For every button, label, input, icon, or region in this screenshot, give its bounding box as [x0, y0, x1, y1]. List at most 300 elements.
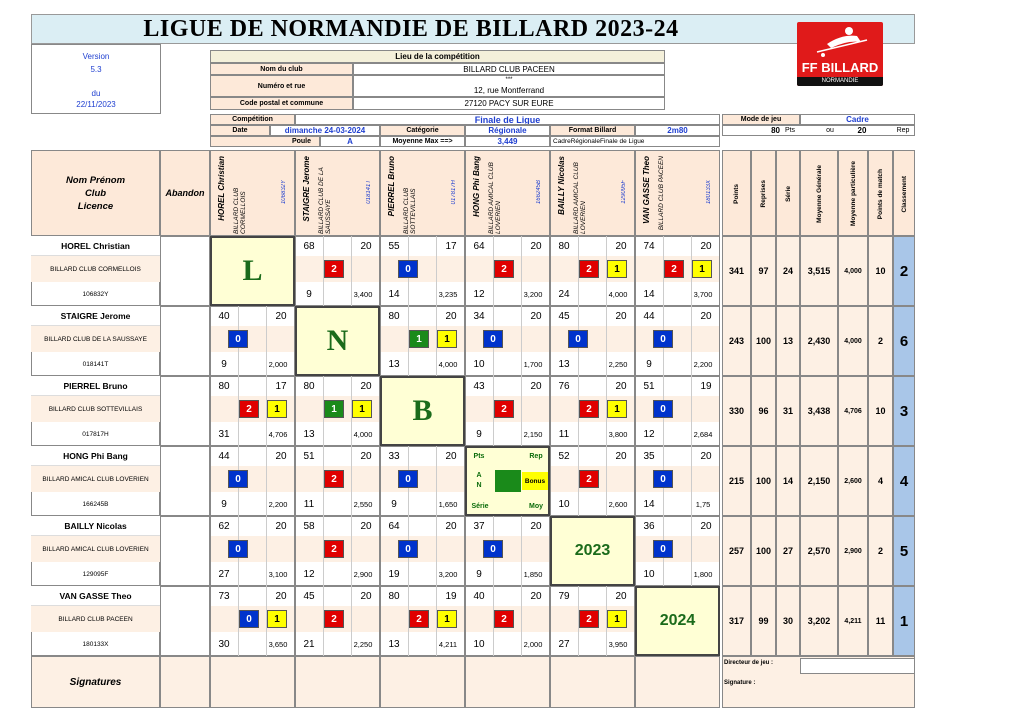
match-moyenne: 2,550	[353, 499, 373, 509]
match-moyenne: 3,950	[608, 639, 628, 649]
match-serie: 9	[221, 498, 227, 510]
match-points: 74	[643, 240, 655, 252]
match-serie: 13	[388, 638, 400, 650]
match-points: 35	[643, 450, 655, 462]
match-moyenne: 1,650	[438, 499, 458, 509]
match-points: 45	[303, 590, 315, 602]
match-badge-red: 2	[664, 260, 684, 278]
cp-value: 27120 PACY SUR EURE	[353, 97, 665, 110]
match-reprises: 17	[445, 240, 457, 252]
opponent-licence	[362, 180, 376, 230]
match-reprises: 19	[445, 590, 457, 602]
match-badge-blu: 0	[228, 330, 248, 348]
match-badge-blu: 0	[398, 540, 418, 558]
opponent-club	[487, 156, 513, 234]
match-serie: 10	[643, 568, 655, 580]
match-badge-yel: 1	[437, 330, 457, 348]
match-badge-blu: 0	[653, 330, 673, 348]
match-serie: 9	[221, 358, 227, 370]
match-serie: 12	[643, 428, 655, 440]
reprises-value: 99	[751, 586, 776, 656]
match-mid-band	[636, 466, 719, 492]
match-badge-yel: 1	[607, 400, 627, 418]
pts-match-value: 10	[868, 376, 893, 446]
match-badge-blu: 0	[228, 470, 248, 488]
match-grid-v2	[351, 236, 352, 306]
match-moyenne: 2,150	[523, 429, 543, 439]
match-grid-v2	[606, 446, 607, 516]
match-points: 36	[643, 520, 655, 532]
match-serie: 30	[218, 638, 230, 650]
moy-gen-value: 2,150	[800, 446, 838, 516]
poule-label: Poule	[210, 136, 320, 147]
player-licence: 018141T	[82, 360, 109, 368]
match-badge-red: 2	[579, 260, 599, 278]
match-serie: 11	[558, 428, 570, 440]
version-number: 5.3	[90, 64, 102, 74]
pts-match-value: 2	[868, 516, 893, 586]
date-label: Date	[210, 125, 270, 136]
match-serie: 24	[558, 288, 570, 300]
cp-label: Code postal et commune	[210, 97, 353, 110]
match-points: 40	[473, 590, 485, 602]
legend-a: A	[476, 471, 482, 479]
opponent-club-text: BILLARD AMICAL CLUB LOVERIEN	[488, 162, 502, 234]
match-serie: 27	[558, 638, 570, 650]
player-name: HOREL Christian	[31, 236, 160, 256]
match-mid-band	[211, 466, 294, 492]
match-serie: 10	[558, 498, 570, 510]
serie-header-label	[776, 156, 800, 232]
player-header-line: Club	[84, 187, 107, 199]
signatures-label: Signatures	[31, 656, 160, 708]
opponent-licence-text: 129095F	[621, 180, 627, 204]
match-reprises: 20	[445, 450, 457, 462]
format-value: 2m80	[635, 125, 720, 136]
pts-match-value: 2	[868, 306, 893, 376]
opponent-club	[317, 156, 343, 234]
opponent-club-text: BILLARD CLUB SOTTEVILLAIS	[403, 187, 417, 234]
moy-part-value: 4,000	[838, 306, 868, 376]
match-moyenne: 4,706	[268, 429, 288, 439]
abandon-cell	[160, 236, 210, 306]
billard-player-icon	[797, 22, 883, 62]
player-name: HONG Phi Bang	[31, 446, 160, 466]
competition-label: Compétition	[210, 114, 295, 125]
legend-n: N	[476, 481, 482, 489]
opponent-name-text: HOREL Christian	[216, 156, 226, 221]
opponent-club-text: BILLARD AMICAL CLUB LOVERIEN	[573, 162, 587, 234]
match-points: 80	[558, 240, 570, 252]
points-value: 330	[722, 376, 751, 446]
match-badge-red: 2	[579, 400, 599, 418]
player-club: BILLARD CLUB DE LA SAUSSAYE	[31, 326, 160, 352]
match-serie: 11	[303, 498, 315, 510]
match-grid-v2	[521, 586, 522, 656]
match-moyenne: 3,100	[268, 569, 288, 579]
match-points: 64	[388, 520, 400, 532]
match-moyenne: 1,75	[695, 499, 711, 509]
player-header-line: Licence	[77, 200, 114, 212]
match-points: 79	[558, 590, 570, 602]
match-badge-yel: 1	[267, 400, 287, 418]
opponent-licence-text: 166245B	[536, 180, 542, 205]
match-moyenne: 3,700	[693, 289, 713, 299]
player-licence: 017817H	[82, 430, 109, 438]
poule-value: A	[320, 136, 380, 147]
player-licence: 129095F	[82, 570, 109, 578]
match-badge-red: 2	[239, 400, 259, 418]
match-badge-blu: 0	[239, 610, 259, 628]
player-licence: 166245B	[82, 500, 109, 508]
points-value: 341	[722, 236, 751, 306]
moy-part-value: 4,706	[838, 376, 868, 446]
abandon-cell	[160, 446, 210, 516]
player-header	[31, 150, 160, 236]
match-badge-grn: 1	[409, 330, 429, 348]
match-moyenne: 2,900	[353, 569, 373, 579]
serie-value: 14	[776, 446, 800, 516]
match-moyenne: 2,000	[523, 639, 543, 649]
match-moyenne: 4,211	[438, 639, 458, 649]
match-grid-v2	[521, 236, 522, 306]
match-reprises: 20	[615, 240, 627, 252]
match-reprises: 20	[360, 520, 372, 532]
version-label: Version	[82, 51, 110, 61]
match-mid-band	[636, 396, 719, 422]
rue-value: 12, rue Montferrand	[473, 86, 545, 95]
match-points: 44	[218, 450, 230, 462]
match-badge-yel: 1	[437, 610, 457, 628]
match-badge-blu: 0	[483, 330, 503, 348]
match-serie: 9	[391, 498, 397, 510]
moy-label: Moyenne Max ==>	[380, 136, 465, 147]
match-points: 52	[558, 450, 570, 462]
mode-pts-cell	[722, 125, 915, 136]
classement-header-text: Classement	[900, 175, 908, 213]
match-reprises: 20	[275, 590, 287, 602]
match-points: 40	[218, 310, 230, 322]
match-serie: 13	[388, 358, 400, 370]
legend-moy: Moy	[529, 502, 543, 510]
match-mid-band	[211, 536, 294, 562]
player-name: VAN GASSE Theo	[31, 586, 160, 606]
pts-match-header-text: Points de match	[877, 168, 884, 220]
match-points: 51	[643, 380, 655, 392]
player-header-line: Nom Prénom	[65, 174, 126, 186]
player-licence: 180133X	[82, 640, 109, 648]
match-reprises: 20	[530, 310, 542, 322]
opponent-licence-text: 017817H	[451, 180, 457, 205]
signature-abandon	[160, 656, 210, 708]
cat-label: Catégorie	[380, 125, 465, 136]
match-moyenne: 3,235	[438, 289, 458, 299]
match-points: 80	[388, 310, 400, 322]
moy-gen-value: 2,570	[800, 516, 838, 586]
match-moyenne: 3,800	[608, 429, 628, 439]
competition-value: Finale de Ligue	[295, 114, 720, 125]
moy-value: 3,449	[465, 136, 550, 147]
moy-gen-value: 3,202	[800, 586, 838, 656]
pts-match-value: 10	[868, 236, 893, 306]
match-reprises: 20	[445, 520, 457, 532]
moy-gen-value: 2,430	[800, 306, 838, 376]
match-grid-v2	[521, 516, 522, 586]
match-moyenne: 2,600	[608, 499, 628, 509]
match-reprises: 20	[275, 450, 287, 462]
moy-part-value: 4,211	[838, 586, 868, 656]
match-serie: 13	[303, 428, 315, 440]
match-reprises: 20	[530, 590, 542, 602]
match-mid-band	[551, 326, 634, 352]
diagonal-label: 2023	[574, 542, 611, 559]
match-grid-v2	[266, 446, 267, 516]
match-moyenne: 4,000	[353, 429, 373, 439]
match-badge-red: 2	[494, 260, 514, 278]
match-badge-red: 2	[324, 610, 344, 628]
match-mid-band	[466, 326, 549, 352]
signature-cell	[210, 656, 295, 708]
match-serie: 19	[388, 568, 400, 580]
opponent-name-text: BAILLY Nicolas	[556, 156, 566, 215]
match-points: 34	[473, 310, 485, 322]
match-reprises: 20	[700, 240, 712, 252]
points-value: 215	[722, 446, 751, 516]
player-club: BILLARD CLUB PACEEN	[31, 606, 160, 632]
version-date: 22/11/2023	[76, 99, 116, 109]
ff-billard-logo	[797, 22, 883, 86]
match-reprises: 20	[360, 450, 372, 462]
match-moyenne: 3,200	[523, 289, 543, 299]
match-badge-red: 2	[324, 540, 344, 558]
logo-sub: NORMANDIE	[797, 77, 883, 86]
rue-extra: ***	[505, 76, 513, 83]
classement-value: 6	[893, 306, 915, 376]
match-reprises: 20	[615, 450, 627, 462]
pts-match-value: 4	[868, 446, 893, 516]
signature-cell	[465, 656, 550, 708]
pts-match-header-label	[868, 156, 893, 232]
reprises-header-label	[751, 156, 776, 232]
match-reprises: 20	[615, 380, 627, 392]
match-badge-blu: 0	[653, 400, 673, 418]
serie-value: 24	[776, 236, 800, 306]
match-badge-red: 2	[494, 400, 514, 418]
match-reprises: 20	[275, 310, 287, 322]
lieu-header: Lieu de la compétition	[210, 50, 665, 63]
match-badge-red: 2	[324, 470, 344, 488]
match-serie: 21	[303, 638, 315, 650]
serie-value: 13	[776, 306, 800, 376]
match-badge-red: 2	[579, 610, 599, 628]
match-reprises: 19	[700, 380, 712, 392]
date-value: dimanche 24-03-2024	[270, 125, 380, 136]
match-grid-v2	[691, 516, 692, 586]
opponent-club	[402, 156, 428, 234]
match-reprises: 20	[530, 240, 542, 252]
reprises-value: 100	[751, 446, 776, 516]
diagonal-label: L	[242, 254, 263, 287]
moy-part-value: 2,600	[838, 446, 868, 516]
logo-text: FF BILLARD	[801, 60, 879, 75]
match-moyenne: 1,700	[523, 359, 543, 369]
classement-value: 3	[893, 376, 915, 446]
match-badge-blu: 0	[653, 470, 673, 488]
moy-gen-value: 3,515	[800, 236, 838, 306]
match-serie: 13	[558, 358, 570, 370]
player-name: BAILLY Nicolas	[31, 516, 160, 536]
match-points: 73	[218, 590, 230, 602]
match-serie: 14	[643, 288, 655, 300]
match-mid-band	[381, 466, 464, 492]
mode-pts-value: 80	[771, 126, 780, 135]
abandon-cell	[160, 516, 210, 586]
opponent-name	[469, 156, 483, 234]
match-reprises: 20	[700, 310, 712, 322]
opponent-club	[232, 156, 258, 234]
match-points: 44	[643, 310, 655, 322]
moy-part-value: 4,000	[838, 236, 868, 306]
match-badge-yel: 1	[607, 260, 627, 278]
match-moyenne: 1,850	[523, 569, 543, 579]
reprises-value: 100	[751, 306, 776, 376]
match-points: 64	[473, 240, 485, 252]
moy-gen-header-text: Moyenne Générale	[815, 165, 823, 223]
match-points: 43	[473, 380, 485, 392]
match-reprises: 20	[360, 380, 372, 392]
opponent-licence	[277, 180, 291, 230]
opponent-licence	[532, 180, 546, 230]
match-mid-band	[381, 536, 464, 562]
opponent-name-text: PIERREL Bruno	[386, 156, 396, 217]
match-badge-red: 2	[579, 470, 599, 488]
opponent-name-text: VAN GASSE Theo	[641, 156, 651, 224]
opponent-name	[214, 156, 228, 234]
mode-label: Mode de jeu	[722, 114, 800, 125]
match-reprises: 20	[445, 310, 457, 322]
opponent-name	[639, 156, 653, 234]
player-licence: 106832Y	[82, 290, 109, 298]
director-label: Directeur de jeu :	[724, 660, 774, 666]
abandon-header: Abandon	[160, 150, 210, 236]
abandon-cell	[160, 586, 210, 656]
legend-green-box	[495, 470, 521, 492]
match-points: 37	[473, 520, 485, 532]
classement-value: 4	[893, 446, 915, 516]
opponent-licence-text: 180133X	[706, 180, 712, 205]
match-points: 80	[218, 380, 230, 392]
pts-match-value: 11	[868, 586, 893, 656]
match-points: 76	[558, 380, 570, 392]
moy-part-value: 2,900	[838, 516, 868, 586]
match-serie: 10	[473, 638, 485, 650]
reprises-value: 96	[751, 376, 776, 446]
legend-pts: Pts	[473, 452, 485, 460]
mode-rep-label: Rep	[896, 127, 910, 134]
moy-gen-header-label	[800, 156, 838, 232]
opponent-club-text: BILLARD CLUB DE LA SAUSSAYE	[318, 167, 332, 234]
moy-gen-value: 3,438	[800, 376, 838, 446]
match-moyenne: 2,250	[608, 359, 628, 369]
match-moyenne: 2,200	[693, 359, 713, 369]
match-grid-v2	[436, 236, 437, 306]
match-reprises: 20	[700, 450, 712, 462]
version-du: du	[91, 88, 101, 98]
player-club: BILLARD CLUB SOTTEVILLAIS	[31, 396, 160, 422]
match-grid-v2	[691, 306, 692, 376]
serie-value: 30	[776, 586, 800, 656]
opponent-name-text: STAIGRE Jerome	[301, 156, 311, 222]
points-value: 257	[722, 516, 751, 586]
match-mid-band	[381, 256, 464, 282]
match-badge-blu: 0	[398, 470, 418, 488]
opponent-name	[384, 156, 398, 234]
match-badge-blu: 0	[568, 330, 588, 348]
match-badge-blu: 0	[228, 540, 248, 558]
match-mid-band	[636, 536, 719, 562]
player-name: PIERREL Bruno	[31, 376, 160, 396]
legend-bonus: Bonus	[522, 472, 548, 490]
serie-value: 27	[776, 516, 800, 586]
opponent-licence-text: 106832Y	[281, 180, 287, 205]
match-points: 68	[303, 240, 315, 252]
opponent-club	[657, 156, 683, 234]
page-title: LIGUE DE NORMANDIE DE BILLARD 2023-24	[143, 15, 679, 42]
director-field	[800, 658, 915, 674]
match-reprises: 17	[275, 380, 287, 392]
match-grid-v2	[521, 306, 522, 376]
match-points: 80	[303, 380, 315, 392]
opponent-club-text: BILLARD CLUB CORMELLOIS	[233, 187, 247, 234]
match-reprises: 20	[360, 240, 372, 252]
match-mid-band	[466, 536, 549, 562]
legend-rep: Rep	[529, 452, 543, 460]
cat-value: Régionale	[465, 125, 550, 136]
match-reprises: 20	[360, 590, 372, 602]
match-grid-v2	[521, 376, 522, 446]
match-reprises: 20	[530, 520, 542, 532]
match-moyenne: 2,250	[353, 639, 373, 649]
opponent-licence-text: 018141T	[366, 180, 372, 204]
match-points: 80	[388, 590, 400, 602]
mode-ou: ou	[826, 127, 834, 134]
match-serie: 9	[646, 358, 652, 370]
match-moyenne: 3,200	[438, 569, 458, 579]
player-name: STAIGRE Jerome	[31, 306, 160, 326]
match-moyenne: 2,684	[693, 429, 713, 439]
match-mid-band	[636, 326, 719, 352]
player-club: BILLARD AMICAL CLUB LOVERIEN	[31, 536, 160, 562]
mode-pts-label: Pts	[784, 127, 796, 134]
mode-rep-value: 20	[857, 126, 867, 135]
diagonal-label: B	[412, 394, 433, 427]
serie-value: 31	[776, 376, 800, 446]
match-serie: 27	[218, 568, 230, 580]
match-serie: 31	[218, 428, 230, 440]
moy-part-header-label	[838, 156, 868, 232]
match-serie: 14	[643, 498, 655, 510]
match-reprises: 20	[275, 520, 287, 532]
match-reprises: 20	[615, 310, 627, 322]
player-club: BILLARD AMICAL CLUB LOVERIEN	[31, 466, 160, 492]
match-points: 62	[218, 520, 230, 532]
opponent-licence	[617, 180, 631, 230]
rue-label: Numéro et rue	[210, 75, 353, 97]
classement-value: 5	[893, 516, 915, 586]
match-badge-blu: 0	[483, 540, 503, 558]
match-grid-v2	[691, 446, 692, 516]
moy-part-header-text: Moyenne particulière	[849, 161, 857, 227]
